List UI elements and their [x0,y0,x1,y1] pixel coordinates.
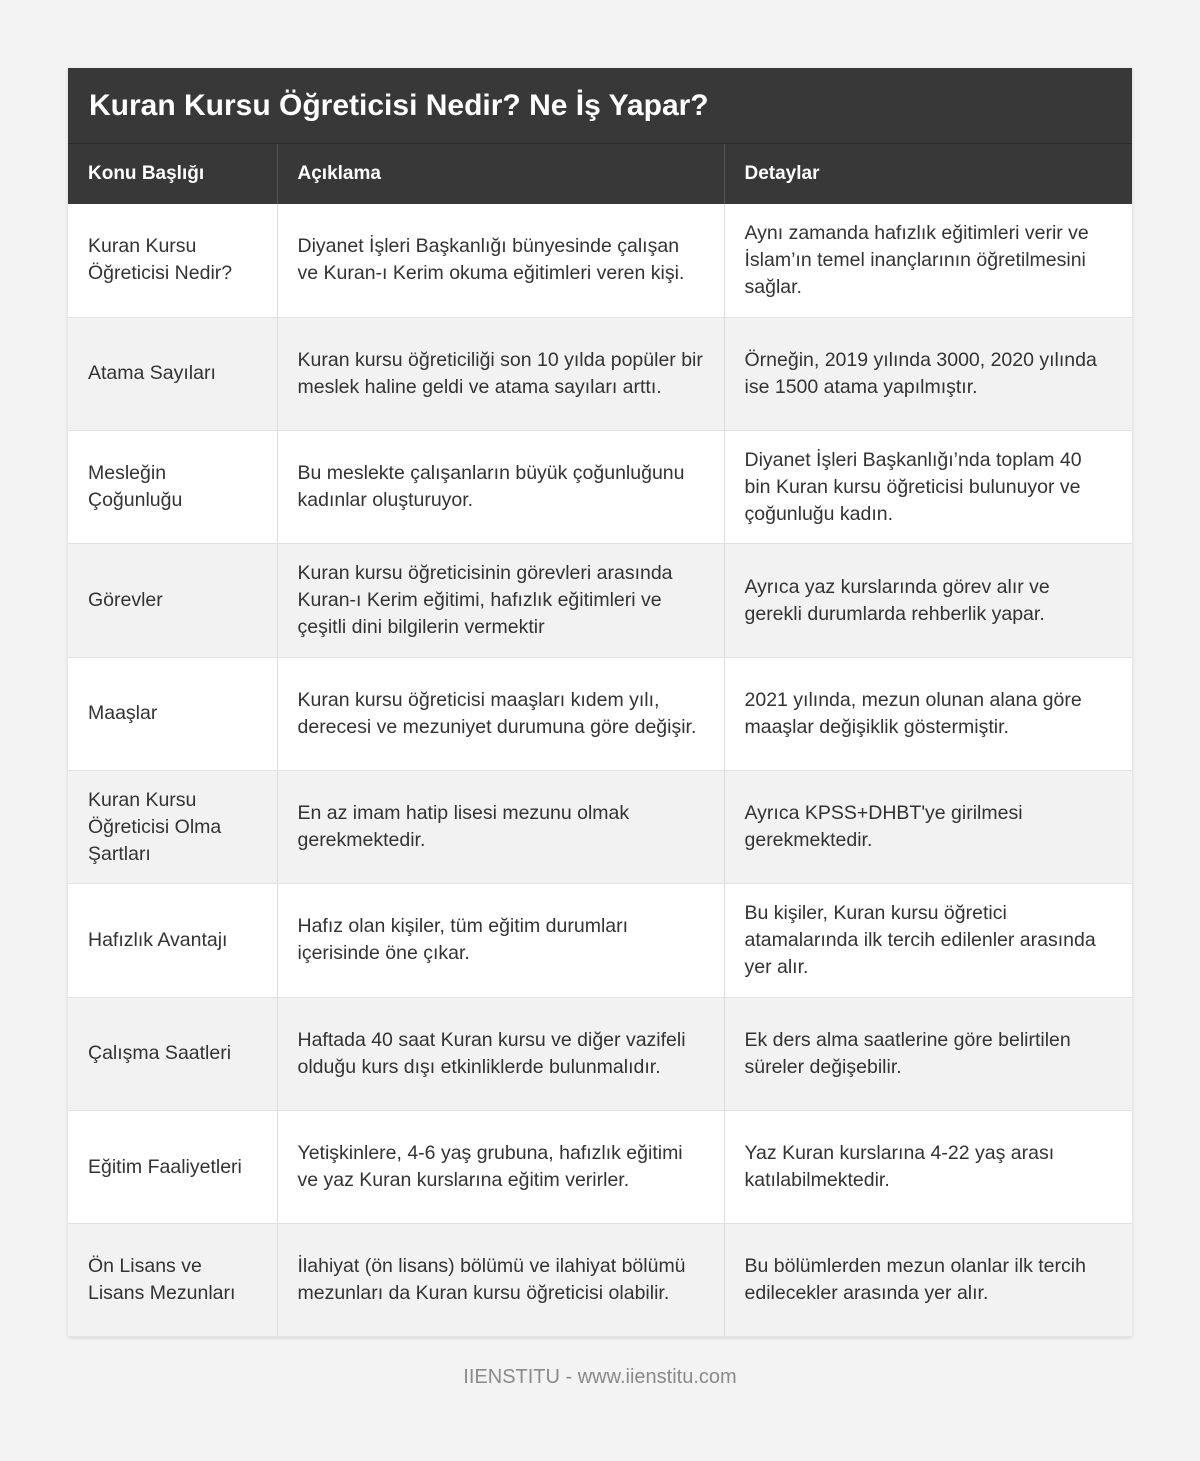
cell-details: Ek ders alma saatlerine göre belirtilen süreler değişebilir. [724,997,1132,1110]
table-row [68,884,1132,997]
info-table [68,144,1132,1337]
header-details: Detaylar [724,144,1132,204]
cell-description: Kuran kursu öğreticisi maaşları kıdem yılı, derecesi ve mezuniyet durumuna göre değişir. [277,657,724,770]
cell-description: Bu meslekte çalışanların büyük çoğunluğunu kadınlar oluşturuyor. [277,431,724,544]
cell-topic: Mesleğin Çoğunluğu [68,431,277,544]
cell-description: Kuran kursu öğreticiliği son 10 yılda popüler bir meslek haline geldi ve atama sayıları arttı. [277,317,724,430]
cell-details: Diyanet İşleri Başkanlığı’nda toplam 40 bin Kuran kursu öğreticisi bulunuyor ve çoğunluğu kadın. [724,431,1132,544]
table-row [68,657,1132,770]
header-topic: Konu Başlığı [68,144,277,204]
table-row [68,544,1132,657]
cell-details: Örneğin, 2019 yılında 3000, 2020 yılında ise 1500 atama yapılmıştır. [724,317,1132,430]
cell-topic: Hafızlık Avantajı [68,884,277,997]
cell-details: Ayrıca KPSS+DHBT'ye girilmesi gerekmektedir. [724,770,1132,883]
cell-topic: Çalışma Saatleri [68,997,277,1110]
cell-details: Ayrıca yaz kurslarında görev alır ve gerekli durumlarda rehberlik yapar. [724,544,1132,657]
table-row [68,997,1132,1110]
cell-topic: Görevler [68,544,277,657]
table-row [68,431,1132,544]
table-row [68,1224,1132,1337]
header-description: Açıklama [277,144,724,204]
cell-topic: Eğitim Faaliyetleri [68,1110,277,1223]
cell-details: 2021 yılında, mezun olunan alana göre maaşlar değişiklik göstermiştir. [724,657,1132,770]
cell-description: Diyanet İşleri Başkanlığı bünyesinde çalışan ve Kuran-ı Kerim okuma eğitimleri veren kişi. [277,204,724,317]
cell-topic: Kuran Kursu Öğreticisi Olma Şartları [68,770,277,883]
cell-topic: Atama Sayıları [68,317,277,430]
table-row [68,770,1132,883]
table-row [68,204,1132,317]
cell-description: Yetişkinlere, 4-6 yaş grubuna, hafızlık eğitimi ve yaz Kuran kurslarına eğitim verirler. [277,1110,724,1223]
cell-details: Aynı zamanda hafızlık eğitimleri verir ve İslam’ın temel inançlarının öğretilmesini sağlar. [724,204,1132,317]
cell-details: Bu kişiler, Kuran kursu öğretici atamalarında ilk tercih edilenler arasında yer alır. [724,884,1132,997]
cell-description: Hafız olan kişiler, tüm eğitim durumları içerisinde öne çıkar. [277,884,724,997]
cell-description: Haftada 40 saat Kuran kursu ve diğer vazifeli olduğu kurs dışı etkinliklerde bulunmalıdır. [277,997,724,1110]
cell-topic: Kuran Kursu Öğreticisi Nedir? [68,204,277,317]
table-row [68,1110,1132,1223]
header-row [68,144,1132,204]
cell-details: Yaz Kuran kurslarına 4-22 yaş arası katılabilmektedir. [724,1110,1132,1223]
table-title: Kuran Kursu Öğreticisi Nedir? Ne İş Yapar? [68,68,1132,144]
cell-description: En az imam hatip lisesi mezunu olmak gerekmektedir. [277,770,724,883]
cell-description: Kuran kursu öğreticisinin görevleri arasında Kuran-ı Kerim eğitimi, hafızlık eğitimleri ve çeşitli dini bilgilerin vermektir [277,544,724,657]
cell-description: İlahiyat (ön lisans) bölümü ve ilahiyat bölümü mezunları da Kuran kursu öğreticisi olabilir. [277,1224,724,1337]
cell-topic: Maaşlar [68,657,277,770]
cell-details: Bu bölümlerden mezun olanlar ilk tercih edilecekler arasında yer alır. [724,1224,1132,1337]
info-card [68,68,1132,1337]
footer-credit: IIENSTITU - www.iienstitu.com [463,1366,737,1388]
table-row [68,317,1132,430]
cell-topic: Ön Lisans ve Lisans Mezunları [68,1224,277,1337]
